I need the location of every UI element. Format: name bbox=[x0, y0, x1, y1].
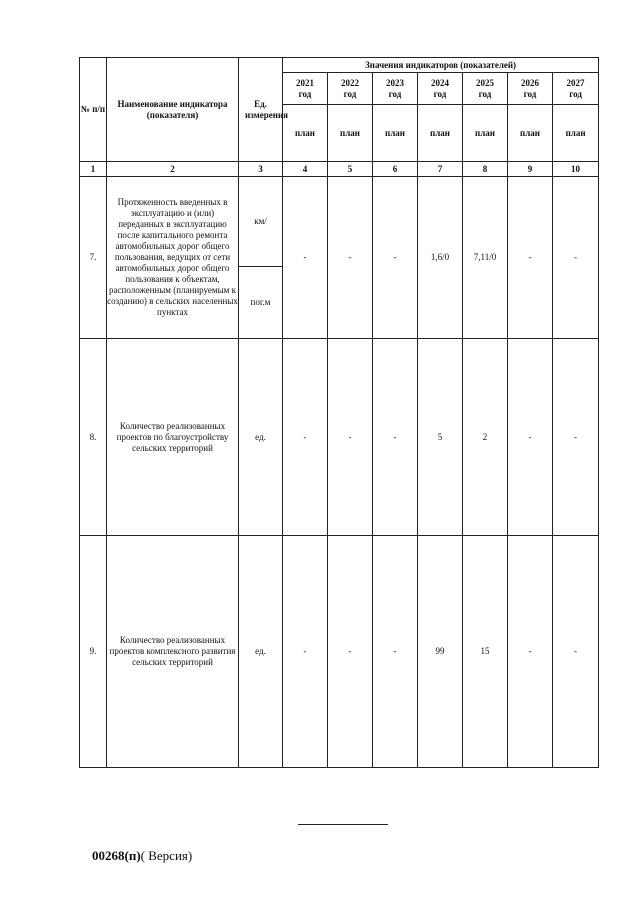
year-2025-header: 2025 год bbox=[463, 73, 508, 105]
unit-cell: км/ bbox=[239, 177, 283, 267]
year-2023-header: 2023 год bbox=[373, 73, 418, 105]
unit-cell: ед. bbox=[239, 536, 283, 768]
col-header-values-group: Значения индикаторов (показателей) bbox=[283, 58, 599, 73]
column-number: 2 bbox=[107, 162, 239, 177]
column-number: 9 bbox=[508, 162, 553, 177]
unit-cell: ед. bbox=[239, 339, 283, 536]
indicator-name: Протяженность введенных в эксплуатацию и (или) переданных в эксплуатацию после капитального ремонта автомобильных дорог общего пользования, ведущих от сети автомобильных дорог общего пользования к объектам, расположенным (планируемым к созданию) в сельских населенных пунктах bbox=[107, 177, 239, 339]
column-number: 8 bbox=[463, 162, 508, 177]
plan-header: план bbox=[373, 105, 418, 162]
col-header-name: Наименование индикатора (показателя) bbox=[107, 58, 239, 162]
year-2024-header: 2024 год bbox=[418, 73, 463, 105]
table-row bbox=[80, 536, 599, 768]
value-cell: - bbox=[328, 536, 373, 768]
plan-header: план bbox=[508, 105, 553, 162]
row-number: 8. bbox=[80, 339, 107, 536]
column-number: 3 bbox=[239, 162, 283, 177]
indicators-table bbox=[79, 57, 599, 768]
value-cell: - bbox=[328, 339, 373, 536]
column-number: 5 bbox=[328, 162, 373, 177]
indicator-name: Количество реализованных проектов комплексного развития сельских территорий bbox=[107, 536, 239, 768]
value-cell: 5 bbox=[418, 339, 463, 536]
value-cell: - bbox=[283, 177, 328, 339]
footer-divider bbox=[298, 824, 388, 825]
value-cell: - bbox=[373, 536, 418, 768]
year-2027-header: 2027 год bbox=[553, 73, 599, 105]
value-cell: 15 bbox=[463, 536, 508, 768]
year-2022-header: 2022 год bbox=[328, 73, 373, 105]
value-cell: 1,6/0 bbox=[418, 177, 463, 339]
column-number: 1 bbox=[80, 162, 107, 177]
value-cell: - bbox=[508, 339, 553, 536]
value-cell: - bbox=[328, 177, 373, 339]
year-2021-header: 2021 год bbox=[283, 73, 328, 105]
document-footer bbox=[92, 848, 192, 864]
column-number: 4 bbox=[283, 162, 328, 177]
indicator-name: Количество реализованных проектов по благоустройству сельских территорий bbox=[107, 339, 239, 536]
value-cell: - bbox=[553, 536, 599, 768]
value-cell: - bbox=[283, 536, 328, 768]
value-cell: 2 bbox=[463, 339, 508, 536]
value-cell: - bbox=[553, 177, 599, 339]
col-header-unit: Ед. измерения bbox=[239, 58, 283, 162]
unit-cell: пог.м bbox=[239, 267, 283, 339]
column-number: 6 bbox=[373, 162, 418, 177]
value-cell: - bbox=[373, 339, 418, 536]
plan-header: план bbox=[463, 105, 508, 162]
col-header-num: № п/п bbox=[80, 58, 107, 162]
document-code: 00268(п) bbox=[92, 848, 141, 863]
plan-header: план bbox=[283, 105, 328, 162]
plan-header: план bbox=[553, 105, 599, 162]
value-cell: - bbox=[508, 177, 553, 339]
header-row bbox=[80, 58, 599, 73]
value-cell: - bbox=[553, 339, 599, 536]
row-number: 9. bbox=[80, 536, 107, 768]
table-row bbox=[80, 339, 599, 536]
row-number: 7. bbox=[80, 177, 107, 339]
plan-header: план bbox=[418, 105, 463, 162]
column-number: 7 bbox=[418, 162, 463, 177]
table-row bbox=[80, 177, 599, 267]
value-cell: - bbox=[283, 339, 328, 536]
value-cell: - bbox=[373, 177, 418, 339]
year-2026-header: 2026 год bbox=[508, 73, 553, 105]
value-cell: 7,11/0 bbox=[463, 177, 508, 339]
value-cell: 99 bbox=[418, 536, 463, 768]
document-version: ( Версия) bbox=[140, 848, 193, 863]
plan-header: план bbox=[328, 105, 373, 162]
column-number: 10 bbox=[553, 162, 599, 177]
column-numbers-row bbox=[80, 162, 599, 177]
value-cell: - bbox=[508, 536, 553, 768]
